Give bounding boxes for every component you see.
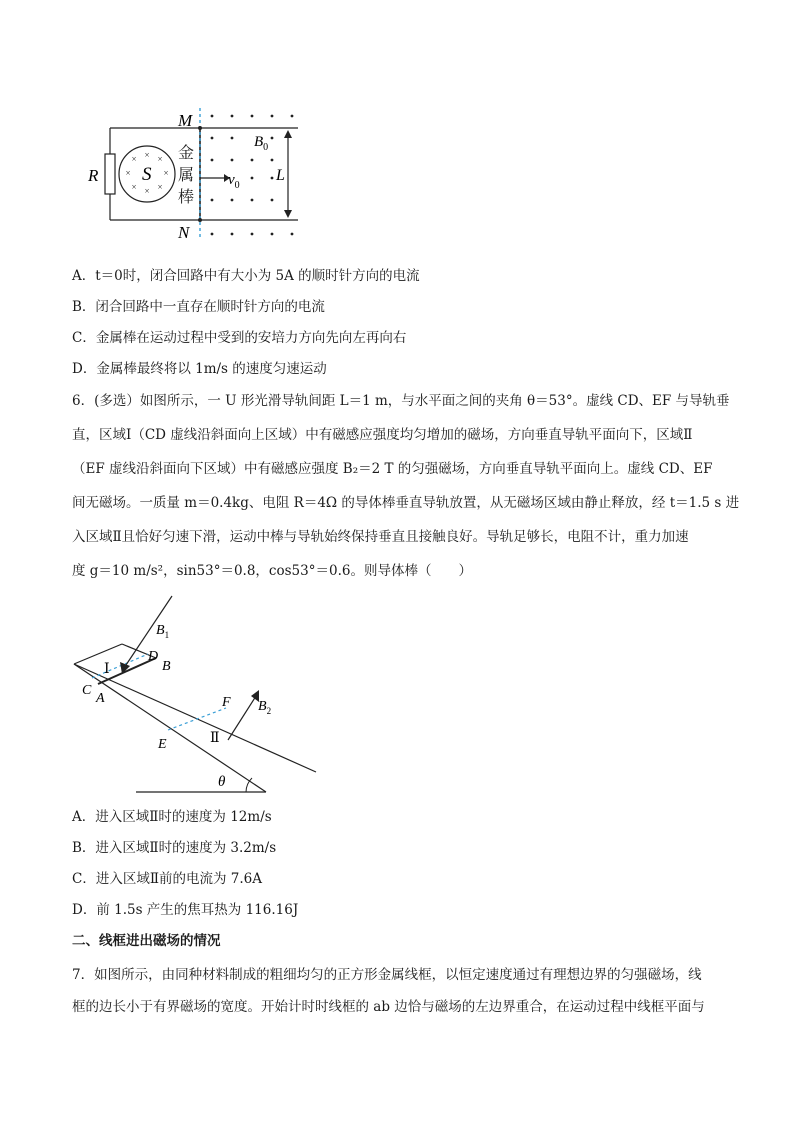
svg-text:×: × [157,182,163,192]
rod-label [178,144,194,206]
width-arrowhead-bottom [284,210,292,218]
resistor-R [105,154,115,194]
label-F: F [222,695,231,710]
svg-text:×: × [131,182,137,192]
q6-stem-line-4: 间无磁场。一质量 m＝0.4kg、电阻 R＝4Ω 的导体棒垂直导轨放置，从无磁场区域由静止释放，经 t＝1.5 s 进 [72,495,740,511]
label-B0: $B_0$ [254,134,269,153]
figure-inclined-rails [60,592,330,802]
label-A: A [96,691,105,706]
q6-option-d: D．前 1.5s 产生的焦耳热为 116.16J [72,902,299,918]
boundary-EF-dashed [168,708,226,730]
q5-option-d: D．金属棒最终将以 1m/s 的速度匀速运动 [72,361,327,377]
label-theta: θ [218,774,226,790]
svg-text:×: × [144,150,150,160]
q5-option-a: A．t＝0时，闭合回路中有大小为 5A 的顺时针方向的电流 [72,268,420,284]
section-heading-2: 二、线框进出磁场的情况 [72,933,221,949]
q6-stem-line-3: （EF 虚线沿斜面向下区域）中有磁感应强度 B₂＝2 T 的匀强磁场，方向垂直导轨平面向上。虚线 CD、EF [72,461,713,477]
label-L: L [276,167,285,184]
rail-upper [74,664,316,772]
figure-rod-circuit [80,104,320,244]
svg-text:×: × [144,186,150,196]
label-region-I: Ⅰ [104,662,110,677]
rail-lower [74,664,266,792]
svg-text:×: × [131,154,137,164]
q6-option-c: C．进入区域Ⅱ前的电流为 7.6A [72,871,263,887]
rod-label-char-3: 棒 [178,189,195,206]
label-C: C [82,683,92,698]
point-M [198,126,202,130]
label-S: S [142,164,152,185]
svg-text:×: × [125,168,131,178]
svg-text:×: × [163,168,169,178]
label-region-II: Ⅱ [210,731,220,746]
q5-option-b: B．闭合回路中一直存在顺时针方向的电流 [72,299,325,315]
q6-stem-line-2: 直，区域Ⅰ（CD 虚线沿斜面向上区域）中有磁感应强度均匀增加的磁场，方向垂直导轨平面向下，区域Ⅱ [72,427,693,443]
field-arrow-B2 [228,696,256,740]
label-v0: $v_0$ [228,172,240,191]
svg-text:×: × [157,154,163,164]
label-M: M [178,111,193,130]
label-B2: $B_2$ [258,699,272,716]
rod-label-char-2: 属 [178,167,195,184]
label-B: B [162,659,171,674]
q5-option-c: C．金属棒在运动过程中受到的安培力方向先向左再向右 [72,330,407,346]
q7-stem-line-2: 框的边长小于有界磁场的宽度。开始计时时线框的 ab 边恰与磁场的左边界重合，在运动过程中线框平面与 [72,999,705,1015]
label-N: N [178,223,190,242]
label-E: E [158,737,167,752]
q6-option-b: B．进入区域Ⅱ时的速度为 3.2m/s [72,840,277,856]
point-N [198,218,202,222]
width-arrowhead-top [284,130,292,138]
q7-stem-line-1: 7．如图所示，由同种材料制成的粗细均匀的正方形金属线框，以恒定速度通过有理想边界的匀强磁场，线 [72,967,702,983]
q6-stem-line-5: 入区域Ⅱ且恰好匀速下滑，运动中棒与导轨始终保持垂直且接触良好。导轨足够长，电阻不计，重力加速 [72,529,689,545]
q6-stem-line-1: 6．(多选）如图所示，一 U 形光滑导轨间距 L＝1 m，与水平面之间的夹角 θ＝53°。虚线 CD、EF 与导轨垂 [72,393,730,409]
rail-top-edge [74,644,122,664]
q6-stem-line-6: 度 g＝10 m/s²，sin53°＝0.8，cos53°＝0.6。则导体棒（ ） [72,563,472,579]
label-B1: $B_1$ [156,623,170,640]
rod-label-char-1: 金 [178,145,195,162]
label-R: R [88,166,99,185]
q6-option-a: A．进入区域Ⅱ时的速度为 12m/s [72,809,272,825]
label-D: D [148,649,159,664]
